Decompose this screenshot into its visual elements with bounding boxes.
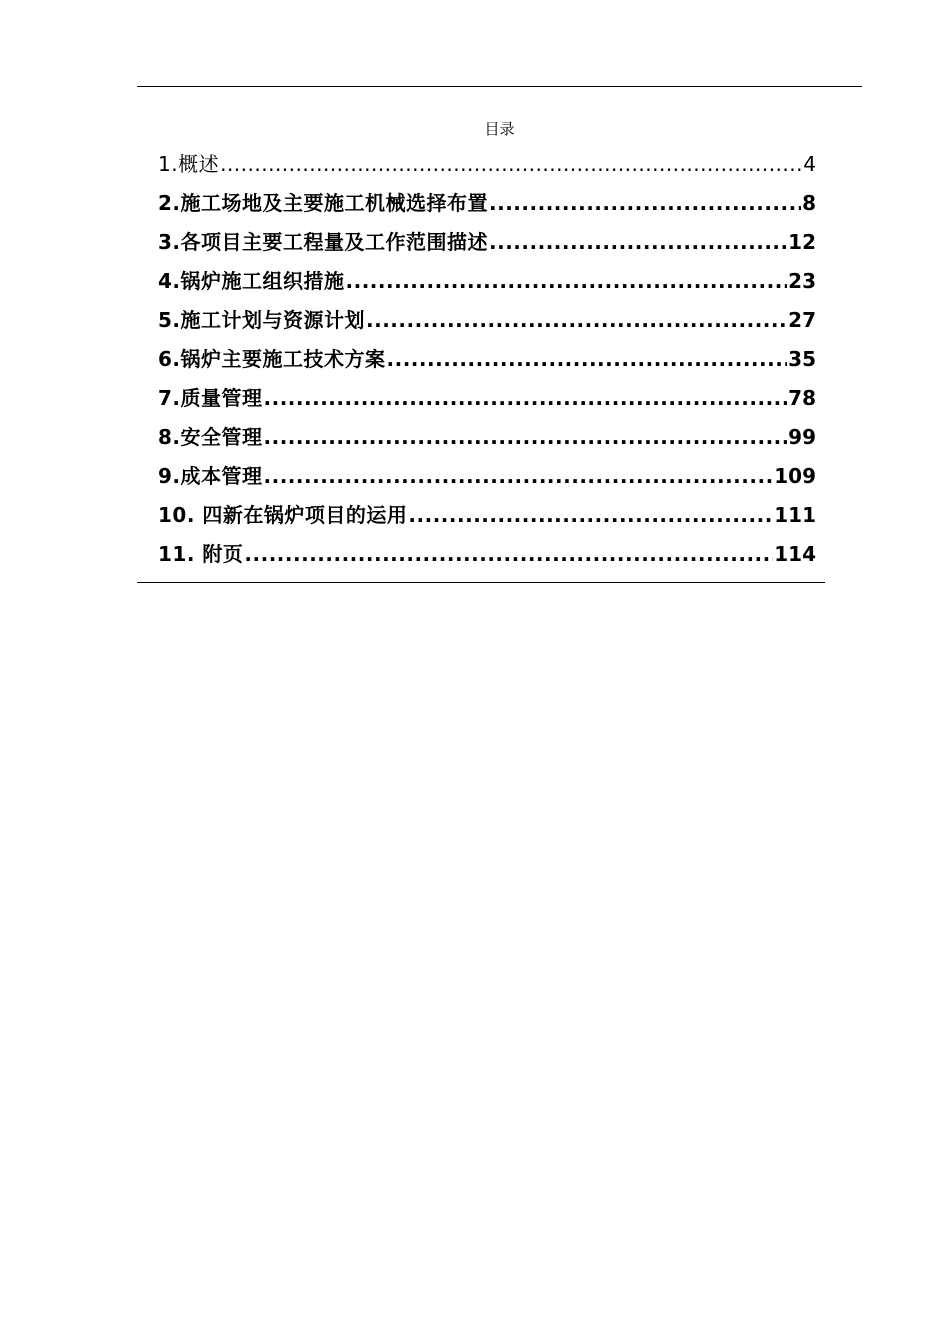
- toc-entry-1[interactable]: [158, 149, 816, 188]
- toc-entry-page: 99: [788, 425, 816, 449]
- toc-title: 目录: [484, 120, 515, 138]
- toc-dot-leader: [408, 500, 773, 530]
- toc-entry-11[interactable]: [158, 539, 816, 578]
- toc-entry-10[interactable]: [158, 500, 816, 539]
- toc-entry-page: 8: [802, 191, 816, 215]
- toc-entry-label: 11. 附页: [158, 542, 244, 566]
- toc-entry-8[interactable]: [158, 422, 816, 461]
- toc-dot-leader: [489, 188, 801, 218]
- toc-entry-page: 114: [774, 542, 816, 566]
- toc-title-container: [137, 119, 862, 139]
- toc-entry-page: 111: [774, 503, 816, 527]
- toc-entry-label: 7.质量管理: [158, 386, 263, 410]
- toc-entry-label: 5.施工计划与资源计划: [158, 308, 366, 332]
- toc-entry-page: 4: [803, 152, 816, 176]
- toc-entry-page: 23: [788, 269, 816, 293]
- toc-dot-leader: [264, 461, 774, 491]
- toc-entry-7[interactable]: [158, 383, 816, 422]
- toc-dot-leader: [220, 149, 802, 179]
- toc-dot-leader: [387, 344, 788, 374]
- toc-entry-page: 78: [788, 386, 816, 410]
- toc-entry-2[interactable]: [158, 188, 816, 227]
- toc-entry-6[interactable]: [158, 344, 816, 383]
- toc-entry-label: 4.锅炉施工组织措施: [158, 269, 345, 293]
- toc-dot-leader: [489, 227, 787, 257]
- toc-entry-3[interactable]: [158, 227, 816, 266]
- toc-dot-leader: [366, 305, 787, 335]
- table-of-contents: [158, 149, 816, 578]
- toc-entry-9[interactable]: [158, 461, 816, 500]
- toc-entry-label: 6.锅炉主要施工技术方案: [158, 347, 386, 371]
- toc-entry-label: 10. 四新在锅炉项目的运用: [158, 503, 408, 527]
- toc-entry-label: 9.成本管理: [158, 464, 263, 488]
- toc-entry-label: 8.安全管理: [158, 425, 263, 449]
- header-rule: [137, 86, 862, 87]
- toc-entry-page: 12: [788, 230, 816, 254]
- toc-entry-label: 3.各项目主要工程量及工作范围描述: [158, 230, 489, 254]
- toc-entry-page: 27: [788, 308, 816, 332]
- toc-entry-4[interactable]: [158, 266, 816, 305]
- toc-entry-5[interactable]: [158, 305, 816, 344]
- toc-dot-leader: [264, 422, 788, 452]
- toc-entry-label: 2.施工场地及主要施工机械选择布置: [158, 191, 489, 215]
- toc-dot-leader: [346, 266, 788, 296]
- toc-entry-label: 1.概述: [158, 152, 220, 176]
- toc-entry-page: 35: [788, 347, 816, 371]
- toc-entry-page: 109: [774, 464, 816, 488]
- footer-rule: [137, 582, 825, 583]
- toc-dot-leader: [244, 539, 773, 569]
- toc-dot-leader: [264, 383, 788, 413]
